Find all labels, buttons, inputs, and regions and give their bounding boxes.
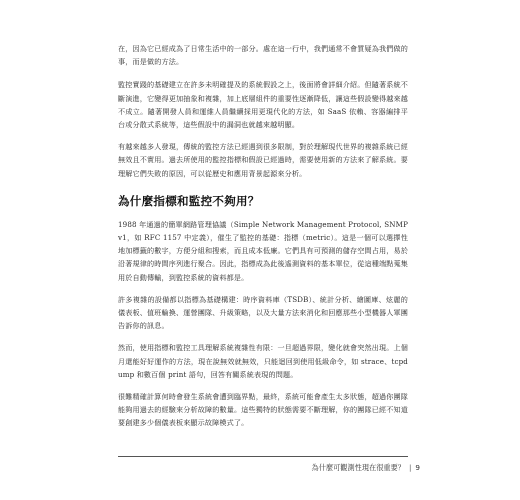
page-footer (118, 456, 420, 472)
page-number: 9 (415, 463, 420, 472)
paragraph-traditional-limits: 有越來越多人發現，傳統的監控方法已經遇到很多限制，對於理解現代世界的複雜系統已經無效且不實用。過去所使用的監控指標和假設已經過時，需要使用新的方法來了解系統。要理解它們失敗的原因，可以從歷史和應用背景起源來分析。 (118, 142, 408, 178)
page-content (118, 42, 408, 439)
paragraph-complexity-limits: 然而，使用指標和監控工具理解系統複雜性有限：一旦超過界限，變化就會突然出現。上個月還能好好運作的方法，現在說無效就無效，只能迴回到使用低級命令，如 strace、tcpdump 和數百個 print 語句，回答有關系統表現的問題。 (118, 343, 408, 379)
paragraph-intro-continuation: 在，因為它已經成為了日常生活中的一部分。處在這一行中，我們通常不會質疑為我們做的事，而是做的方法。 (118, 44, 408, 67)
paragraph-metric-tooling: 許多複雜的設備都以指標為基礎構建：時序資料庫（TSDB）、統計分析、繪圖庫、炫麗的儀表板、值班輪換、運營團隊、升級策略，以及大量方法來消化和回應那些小型機器人軍團告訴你的訊息。 (118, 294, 408, 331)
footer-chapter-title: 為什麼可觀測性現在很重要？ (311, 463, 405, 472)
paragraph-monitoring-assumptions: 監控實踐的基礎建立在許多未明確提及的系統假設之上，後面將會詳細介紹。但隨著系統不斷演進，它變得更加抽象和複雜，加上底層組件的重要性逐漸降低，讓這些假設變得越來越不成立。隨著開發人員和運維人員繼續採用更現代化的方法，如 SaaS 依賴、容器編排平台或分散式系統等，這些假設中的漏洞也就越來越明顯。 (118, 80, 408, 130)
paragraph-tipping-point: 很難精確計算何時會發生系統會遭到臨界點，最終，系統可能會產生太多狀態，超過你團隊能夠用過去的經驗來分析故障的數量。這些獨特的狀態需要不斷理解，你的團隊已經不知道要創建多少個儀表板來顯示故障模式了。 (118, 392, 408, 428)
paragraph-snmp-history: 1988 年通過的簡單網路管理協議（Simple Network Management Protocol, SNMPv1，如 RFC 1157 中定義），催生了監控的基礎：指標（metric）。這是一個可以選擇性地加標籤的數字，方便分組和搜索，而且成本低廉。它們具有可預測的儲存空間占用，易於沿著規律的時間序列進行聚合。因此，指標成為此後遙測資料的基本單位，從這種端點蒐集用於自動傳輸，到監控系統的資料都是。 (118, 219, 408, 282)
footer-separator: | (409, 463, 412, 472)
section-heading: 為什麼指標和監控不夠用？ (118, 193, 260, 208)
footer-text (312, 463, 420, 473)
